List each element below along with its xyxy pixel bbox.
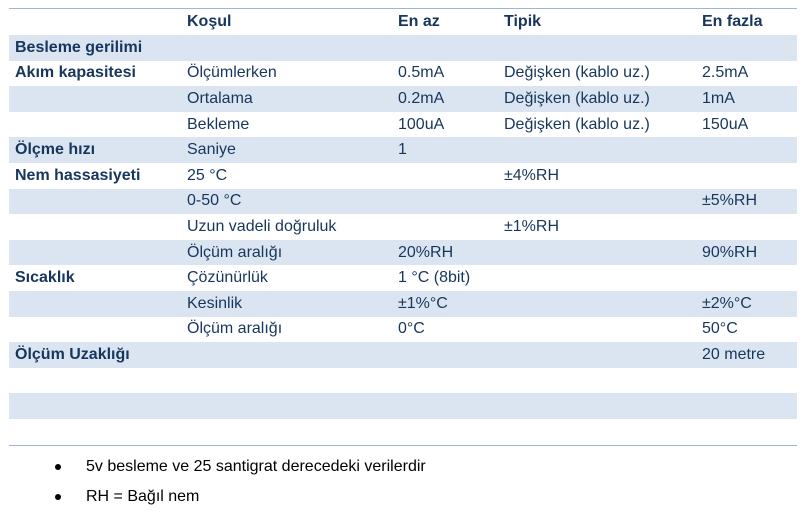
table-row [9,112,797,138]
table-header-row [9,9,797,35]
cell-max: ±5%RH [702,192,758,210]
note-text: 5v besleme ve 25 santigrat derecedeki verilerdir [86,458,426,475]
cell-typical: Değişken (kablo uz.) [504,64,650,82]
cell-parameter: Ölçme hızı [15,141,96,159]
table-row [9,342,797,368]
cell-max: 2.5mA [702,64,749,82]
cell-min: 20%RH [398,243,454,261]
cell-parameter: Sıcaklık [15,269,75,287]
cell-max: 90%RH [702,243,758,261]
table-row [9,214,797,240]
header-cell-typical: Tipik [504,13,542,30]
table-row [9,137,797,163]
table-row [9,189,797,215]
table-row [9,240,797,266]
cell-parameter: Besleme gerilimi [15,38,143,56]
table-row [9,35,797,61]
cell-condition: Uzun vadeli doğruluk [187,217,337,235]
table-row [9,317,797,343]
header-cell-min: En az [398,13,440,30]
cell-min: 0.2mA [398,89,445,107]
table-row [9,265,797,291]
list-item [0,452,808,482]
cell-max: 150uA [702,115,749,133]
cell-condition: Ortalama [187,89,253,107]
table-row [9,393,797,419]
cell-condition: 25 °C [187,166,228,184]
cell-typical: ±1%RH [504,217,560,235]
table-row [9,368,797,394]
cell-parameter: Nem hassasiyeti [15,166,141,184]
cell-max: 50°C [702,320,738,338]
header-cell-condition: Koşul [187,13,232,30]
cell-min: 1 [398,141,407,159]
cell-condition: Ölçüm aralığı [187,243,283,261]
cell-parameter: Akım kapasitesi [15,64,136,82]
cell-typical: Değişken (kablo uz.) [504,115,650,133]
cell-min: 100uA [398,115,445,133]
cell-condition: Ölçümlerken [187,64,277,82]
table-body [9,35,797,445]
cell-parameter: Ölçüm Uzaklığı [15,345,130,363]
cell-max: 1mA [702,89,735,107]
table-row [9,291,797,317]
cell-typical: Değişken (kablo uz.) [504,89,650,107]
bullet-icon [55,494,61,500]
cell-condition: Çözünürlük [187,269,268,287]
note-text: RH = Bağıl nem [86,488,200,505]
table-row [9,86,797,112]
cell-condition: Bekleme [187,115,250,133]
table-row [9,419,797,445]
notes-list [0,452,808,512]
cell-typical: ±4%RH [504,166,560,184]
cell-min: ±1%°C [398,294,448,312]
cell-condition: 0-50 °C [187,192,242,210]
cell-condition: Saniye [187,141,236,159]
cell-min: 1 °C (8bit) [398,269,471,287]
cell-max: 20 metre [702,345,766,363]
cell-condition: Kesinlik [187,294,243,312]
header-cell-max: En fazla [702,13,763,30]
cell-condition: Ölçüm aralığı [187,320,283,338]
table-row [9,61,797,87]
spec-table [9,8,797,446]
table-row [9,163,797,189]
bullet-icon [55,464,61,470]
cell-min: 0°C [398,320,425,338]
cell-max: ±2%°C [702,294,752,312]
list-item [0,482,808,512]
cell-min: 0.5mA [398,64,445,82]
